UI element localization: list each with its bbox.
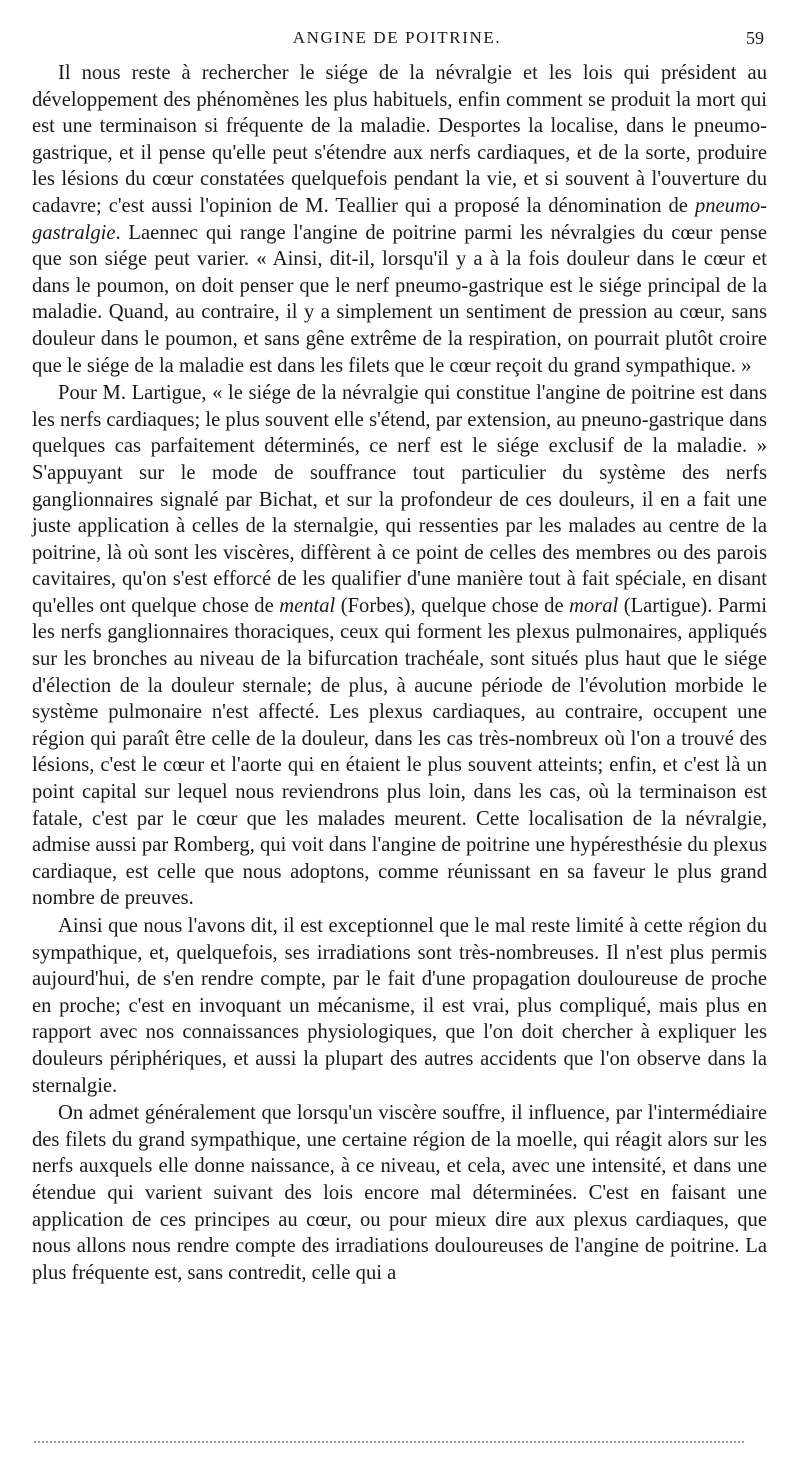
italic-term: mental xyxy=(279,594,336,617)
text-run: Il nous reste à rechercher le siége de la névralgie et les lois qui président au développement des phénomènes les plus habituels, enfin comment se produit la mort qui est une terminaison si fréquente de la maladie. Desportes la localise, dans le pneumo-gastrique, et il pense qu'elle peut s'étendre aux nerfs cardiaques, et de la sorte, produire les lésions du cœur constatées quelquefois pendant la vie, et si souvent à l'ouverture du cadavre; c'est aussi l'opinion de M. Teallier qui a proposé la dénomination de xyxy=(32,62,767,217)
paragraph-4 xyxy=(32,1100,767,1286)
paragraph-3 xyxy=(32,913,767,1099)
page-number: 59 xyxy=(746,28,764,48)
text-run: (Lartigue). Parmi les nerfs ganglionnaires thoraciques, ceux qui forment les plexus pulmonaires, appliqués sur les bronches au niveau de la bifurcation trachéale, sont situés plus haut que le siége d'élection de la douleur sternale; de plus, à aucune période de l'évolution morbide le système pulmonaire n'est affecté. Les plexus cardiaques, au contraire, occupent une région qui paraît être celle de la douleur, dans les cas très-nombreux où l'on a trouvé des lésions, c'est le cœur et l'aorte qui en étaient le plus souvent atteints; enfin, et c'est là un point capital sur lequel nous reviendrons plus loin, dans les cas, où la terminaison est fatale, c'est par le cœur que les malades meurent. Cette localisation de la névralgie, admise aussi par Romberg, qui voit dans l'angine de poitrine une hypéresthésie du plexus cardiaque, est celle que nous adoptons, comme réunissant en sa faveur le plus grand nombre de preuves. xyxy=(32,594,768,910)
running-title: ANGINE DE POITRINE. xyxy=(292,28,502,47)
text-run: On admet généralement que lorsqu'un viscère souffre, il influence, par l'intermédiaire des filets du grand sympathique, une certaine région de la moelle, qui réagit alors sur les nerfs auxquels elle donne naissance, à ce niveau, et cela, avec une intensité, et dans une étendue qui varient suivant des lois encore mal déterminées. C'est en faisant une application de ces principes au cœur, ou pour mieux dire aux plexus cardiaques, que nous allons nous rendre compte des irradiations douloureuses de l'angine de poitrine. La plus fréquente est, sans contredit, celle qui a xyxy=(32,1102,767,1284)
text-run: Pour M. Lartigue, « le siége de la névralgie qui constitue l'angine de poitrine est dans les nerfs cardiaques; le plus souvent elle s'étend, par extension, au pneuno-gastrique dans quelques cas parfaitement déterminés, ce nerf est le siége exclusif de la maladie. » S'appuyant sur le mode de souffrance tout particulier du système des nerfs ganglionnaires signalé par Bichat, et sur la profondeur de ces douleurs, il en a fait une juste application à celles de la sternalgie, qui ressenties par les malades au centre de la poitrine, là où sont les viscères, diffèrent à ce point de celles des membres ou des parois cavitaires, qu'on s'est efforcé de les qualifier d'une manière tout à fait spéciale, en disant qu'elles ont quelque chose de xyxy=(32,382,767,617)
body-text xyxy=(32,60,767,1286)
bottom-rule xyxy=(34,1441,744,1443)
running-head xyxy=(30,28,764,58)
paragraph-1 xyxy=(32,60,767,379)
text-run: . Laennec qui range l'angine de poitrine parmi les névralgies du cœur pense que son siége peut varier. « Ainsi, dit-il, lorsqu'il y a à la fois douleur dans le cœur et dans le poumon, on doit penser que le nerf pneumo-gastrique est le siége principal de la maladie. Quand, au contraire, il y a simplement un sentiment de pression au cœur, sans douleur dans le poumon, et sans gêne extrême de la respiration, on pourrait plutôt croire que le siége de la maladie est dans les filets que le cœur reçoit du grand sympathique. » xyxy=(32,221,767,377)
italic-term: pneumo-gastralgie xyxy=(32,194,767,244)
text-run: Ainsi que nous l'avons dit, il est exceptionnel que le mal reste limité à cette région du sympathique, et, quelquefois, ses irradiations sont très-nombreuses. Il n'est plus permis aujourd'hui, de s'en rendre compte, par le fait d'une propagation douloureuse de proche en proche; c'est en invoquant un mécanisme, il est vrai, plus compliqué, mais plus en rapport avec nos connaissances physiologiques, que l'on doit chercher à expliquer les douleurs périphériques, et aussi la plupart des autres accidents que l'on observe dans la sternalgie. xyxy=(32,915,767,1097)
text-run: (Forbes), quelque chose de xyxy=(335,594,570,617)
paragraph-2 xyxy=(32,380,767,912)
italic-term: moral xyxy=(569,594,619,617)
